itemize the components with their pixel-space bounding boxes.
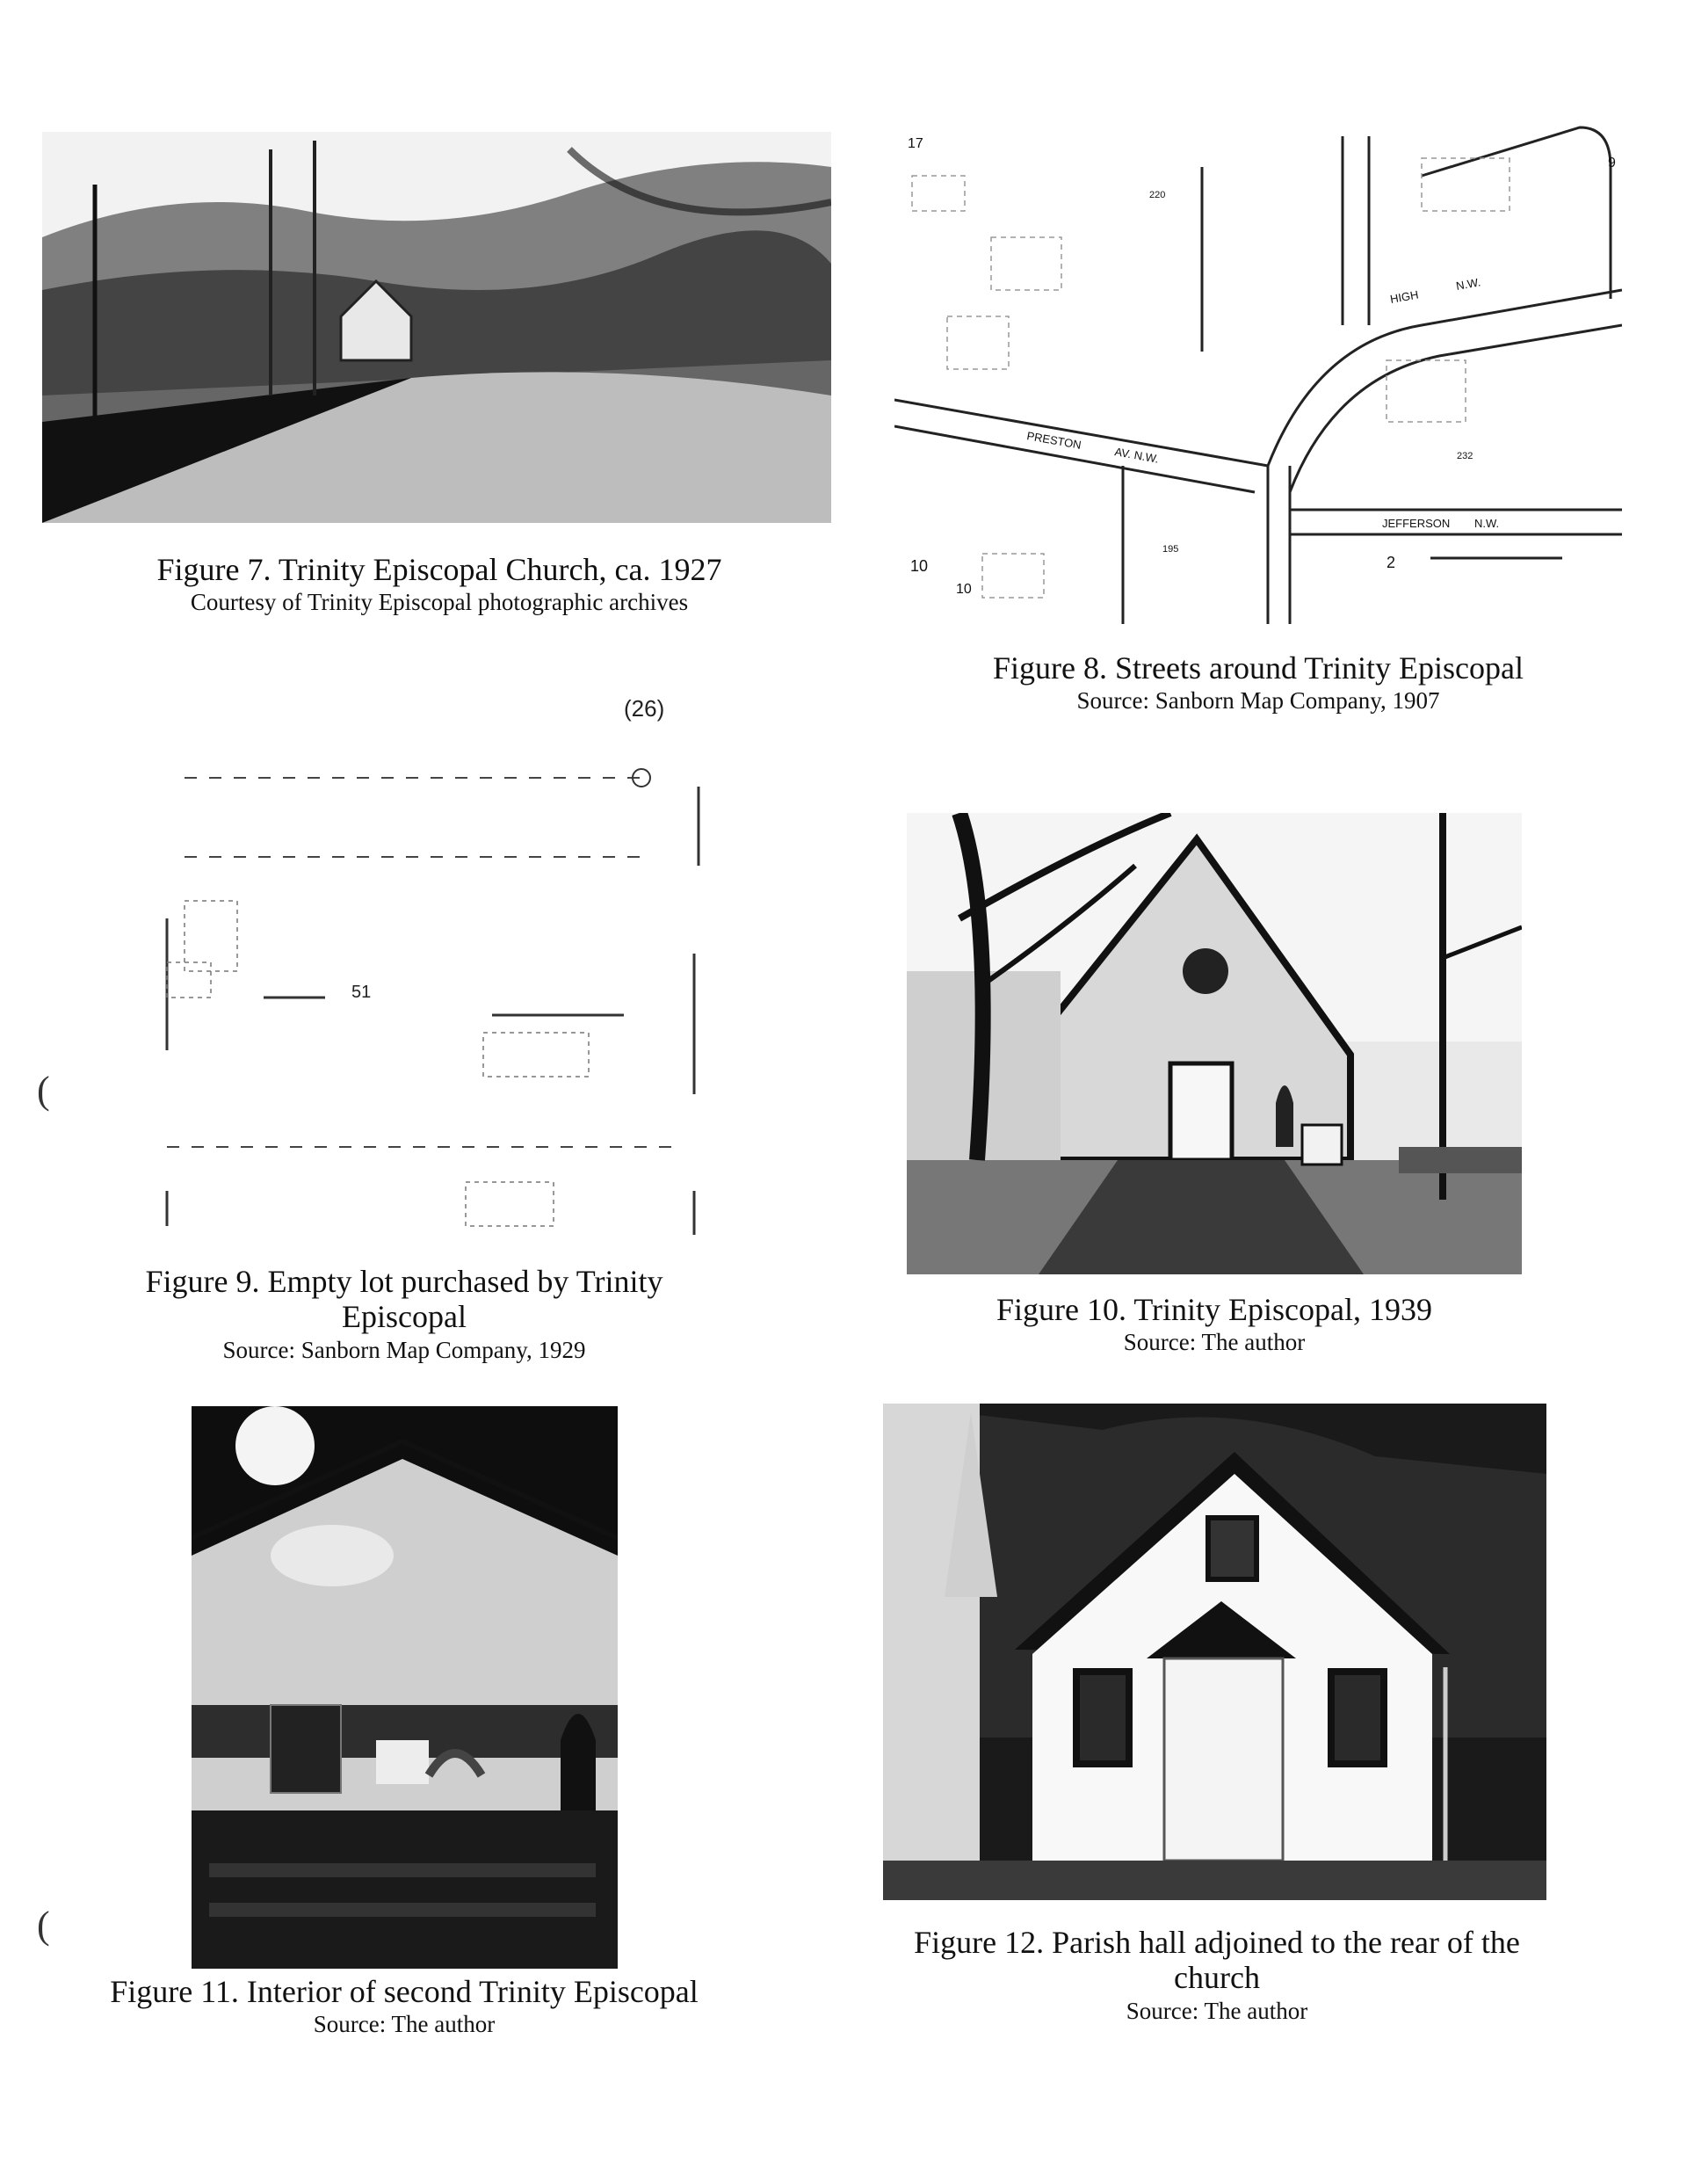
map-label-2: 2 [1387, 554, 1396, 571]
map-label-26: (26) [624, 695, 665, 722]
figure-11-title: Figure 11. Interior of second Trinity Episcopal [110, 1974, 699, 2009]
map-label-51: 51 [351, 983, 372, 1002]
figure-9-title: Figure 9. Empty lot purchased by Trinity Episcopal [145, 1264, 663, 1335]
map-label-jefferson-nw: N.W. [1474, 517, 1500, 530]
map-label-lot-195: 195 [1162, 544, 1179, 555]
figure-8-caption [894, 650, 1622, 715]
map-label-preston-av: AV. N.W. [1113, 445, 1160, 466]
map-label-high-nw: N.W. [1454, 275, 1482, 293]
figure-9-source: Source: Sanborn Map Company, 1929 [222, 1336, 586, 1363]
figure-11-caption [79, 1974, 729, 2038]
map-label-17: 17 [908, 136, 923, 151]
margin-mark-lower: ( [37, 1904, 50, 1947]
figure-10-photo [907, 813, 1522, 1274]
map-label-lot-232: 232 [1457, 451, 1473, 461]
figure-12-title: Figure 12. Parish hall adjoined to the rear of the church [914, 1925, 1520, 1996]
map-label-9: 9 [1608, 156, 1616, 171]
figure-7-source: Courtesy of Trinity Episcopal photographic archives [190, 589, 689, 616]
figure-10-title: Figure 10. Trinity Episcopal, 1939 [996, 1292, 1433, 1327]
map-label-10: 10 [910, 557, 929, 575]
figure-9-caption [123, 1264, 685, 1363]
figure-8-source: Source: Sanborn Map Company, 1907 [1076, 687, 1440, 715]
map-label-10b: 10 [956, 582, 972, 597]
margin-mark-upper: ( [37, 1069, 50, 1112]
figure-8-title: Figure 8. Streets around Trinity Episcopal [993, 650, 1524, 686]
map-label-high: HIGH [1388, 287, 1420, 306]
figure-7-title: Figure 7. Trinity Episcopal Church, ca. 1927 [156, 552, 722, 587]
figure-12-photo [883, 1404, 1546, 1900]
figure-10-caption [907, 1292, 1522, 1356]
map-label-lot-220: 220 [1149, 190, 1166, 200]
figure-12-source: Source: The author [1126, 1997, 1308, 2024]
map-label-jefferson: JEFFERSON [1382, 517, 1451, 530]
figure-12-caption [914, 1925, 1520, 2024]
figure-9-map [132, 655, 729, 1244]
figure-10-source: Source: The author [1123, 1329, 1306, 1356]
figure-7-photo [42, 132, 831, 523]
figure-7-caption [62, 552, 817, 616]
map-label-preston: PRESTON [1025, 429, 1082, 452]
figure-11-photo [192, 1406, 618, 1969]
figure-8-map [894, 114, 1622, 624]
figure-11-source: Source: The author [313, 2011, 496, 2038]
